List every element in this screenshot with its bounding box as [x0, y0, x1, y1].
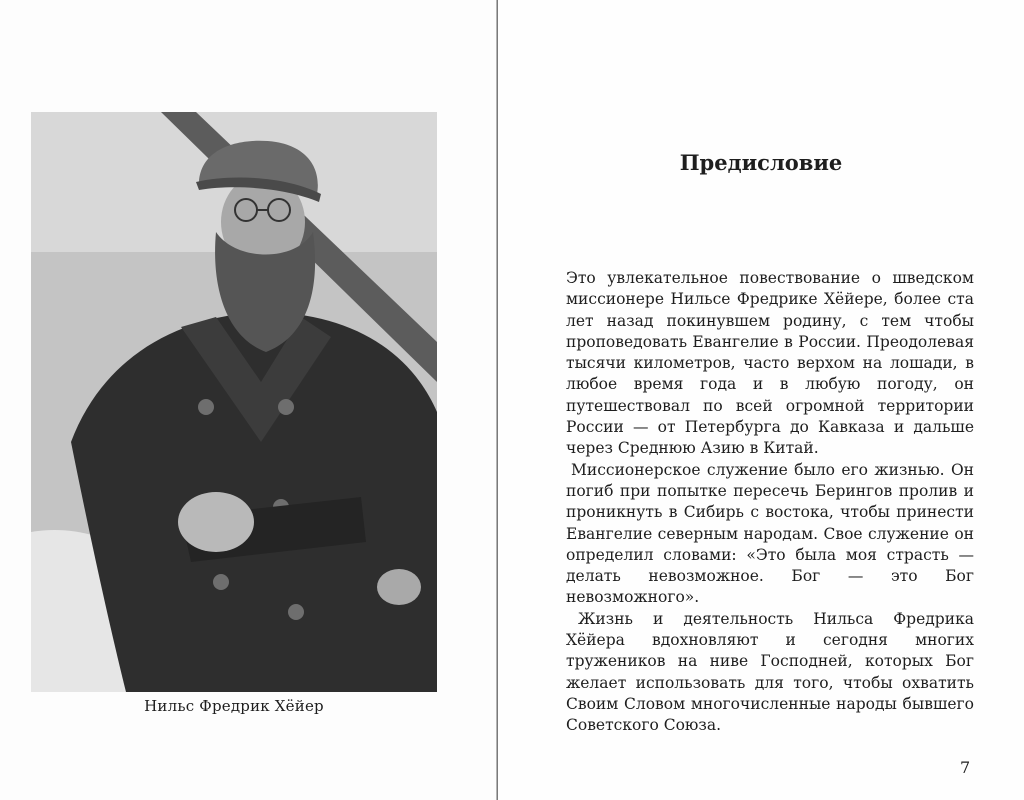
portrait-photo: [31, 112, 437, 692]
page-number: 7: [960, 758, 971, 777]
paragraph-1: Это увлекательное повествование о шведском миссионере Нильсе Фредрике Хёйере, более ста лет назад покинувшем родину, с тем чтобы проповедовать Евангелие в России. Преодолевая тысячи километров, часто верхом на лошади, в любое время года и в любую погоду, он путешествовал по всей огромной территории России — от Петербурга до Кавказа и дальше через Среднюю Азию в Китай.: [566, 269, 974, 458]
photo-caption: Нильс Фредрик Хёйер: [144, 697, 324, 715]
preface-text: [566, 268, 974, 737]
paragraph-3: Жизнь и деятельность Нильса Фредрика Хёйера вдохновляют и сегодня многих тружеников на ниве Господней, которых Бог желает использовать для того, чтобы охватить Своим Словом многочисленные народы бывшего Советского Союза.: [566, 609, 974, 735]
left-page: [0, 0, 497, 800]
paragraph-2: Миссионерское служение было его жизнью. Он погиб при попытке пересечь Берингов пролив и проникнуть в Сибирь с востока, чтобы принести Евангелие северным народам. Свое служение он определил словами: «Это была моя страсть — делать невозможное. Бог — это Бог невозможного».: [566, 460, 974, 607]
chapter-heading: Предисловие: [679, 150, 843, 175]
